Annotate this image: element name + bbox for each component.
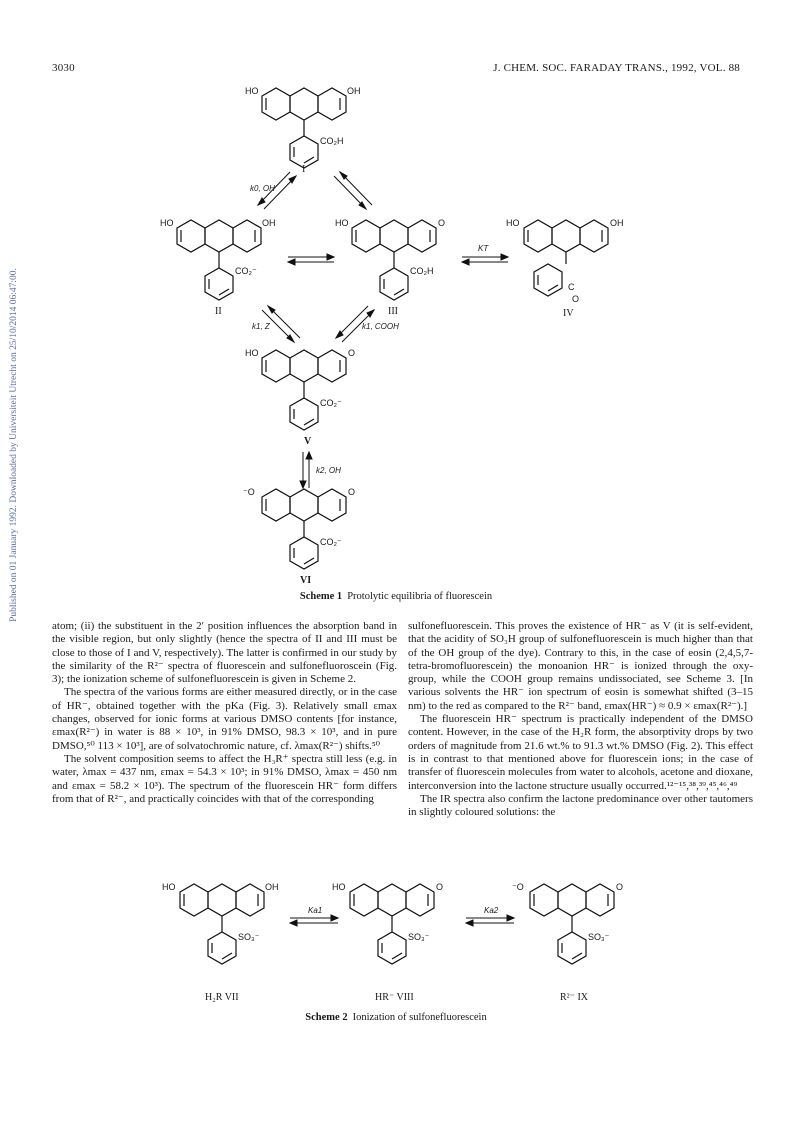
scheme2-diagram: [0, 880, 792, 1030]
compound-label-VII: H₂R VII: [205, 992, 239, 1003]
compound-label-III: III: [388, 306, 398, 317]
co2-label: CO₂⁻: [320, 537, 342, 547]
left-column: [52, 620, 397, 806]
oh-label: OH: [262, 218, 276, 228]
o-label: O: [438, 218, 446, 228]
paragraph: The solvent composition seems to affect the H₃R⁺ spectra still less (e.g. in water, λmax = 437 nm, εmax = 54.3 × 10³; in 91% DMSO, λmax = 450 nm and εmax = 58.2 × 10³). The spectrum of the fluorescein HR⁻ form differs from that of R²⁻, and practically coincides with that of the corresponding: [52, 752, 397, 805]
rate-label-ka1: Ka1: [308, 906, 323, 915]
paragraph: sulfonefluorescein. This proves the existence of HR⁻ as V (it is self-evident, that the acidity of SO₃H group of sulfonefluorescein is much higher than that of the OH group of the dye). Contrary to this, in the case of eosin (2,4,5,7-tetra-bromofluorescein) the monoanion HR⁻ is ionized through the oxy-group, while the COOH group remains undissociated, see Scheme 3. [In various solvents the HR⁻ ion spectrum of eosin is somewhat shifted (3–15 nm) to the red as compared to the R²⁻ band, εmax(HR⁻) ≈ 0.9 × εmax(R²⁻).]: [408, 620, 753, 712]
paragraph: The IR spectra also confirm the lactone predominance over other tautomers in slightly coloured solutions: the: [408, 792, 753, 819]
compound-label-I: I: [302, 164, 306, 175]
rate-label-k1z: k1, Z: [252, 322, 270, 331]
o-label: O: [572, 294, 580, 304]
so3-label: SO₃⁻: [238, 932, 260, 942]
oh-label: HO: [245, 348, 259, 358]
oh-label: HO: [332, 882, 346, 892]
rate-label-k1cooh: k1, COOH: [362, 322, 399, 331]
compound-label-VIII: HR⁻ VIII: [375, 992, 414, 1003]
page-number: 3030: [52, 62, 75, 74]
oh-label: HO: [245, 86, 259, 96]
oh-label: HO: [335, 218, 349, 228]
journal-header: J. CHEM. SOC. FARADAY TRANS., 1992, VOL. 88: [493, 62, 740, 74]
oh-label: HO: [162, 882, 176, 892]
rate-label-ka2: Ka2: [484, 906, 499, 915]
paragraph: The spectra of the various forms are either measured directly, or in the case of HR⁻, obtained together with the pKa (Fig. 3). Relatively small εmax changes, observed for ionic forms at various DMSO contents [for instance, εmax(R²⁻) in water is 88 × 10³, in 91% DMSO, 98.3 × 10³, and in pure DMSO,⁵⁰ 113 × 10³], are of solvatochromic nature, cf. λmax(R²⁻) shifts.⁵⁰: [52, 686, 397, 752]
o-label: O: [436, 882, 444, 892]
paragraph: atom; (ii) the substituent in the 2′ position influences the absorption band in the visible region, but only slightly (hence the spectra of II and III must be close to those of I and V, respectively). The latter is confirmed in our study by the similarity of the R²⁻ spectra of fluorescein and sulfonefluoroscein (Fig. 3); the ionization scheme of sulfonefluorescein is given in Scheme 2.: [52, 620, 397, 686]
scheme1-caption-text: Protolytic equilibria of fluorescein: [347, 591, 493, 602]
compound-label-V: V: [304, 436, 312, 447]
o-label: O: [348, 487, 356, 497]
co2h-label: CO₂H: [320, 136, 344, 146]
paragraph: The fluorescein HR⁻ spectrum is practically independent of the DMSO content. However, in the case of the H₂R form, the absorptivity drops by two orders of magnitude from 21.6 wt.% to 91.3 wt.% DMSO (Fig. 2). This effect is in contrast to that mentioned above for fluorescein ions; in the case of transfer of fluorescein molecules from water to alcohols, acetone and dioxane, interconversion into the lactone structure usually occurred.¹²⁻¹⁵,³⁸,³⁹,⁴⁵,⁴⁶,⁴⁹: [408, 713, 753, 792]
oh-label: HO: [160, 218, 174, 228]
scheme1-caption: [0, 591, 792, 602]
co2h-label: CO₂H: [410, 266, 434, 276]
scheme2-caption: [0, 1012, 792, 1023]
download-watermark: Published on 01 January 1992. Downloaded by Universiteit Utrecht on 25/10/2014 06:47:00.: [9, 268, 19, 622]
right-column: [408, 620, 753, 819]
oh-label: HO: [506, 218, 520, 228]
scheme2-caption-label: Scheme 2: [305, 1012, 348, 1023]
co2-label: CO₂⁻: [235, 266, 257, 276]
oh-label: OH: [610, 218, 624, 228]
oh-label: OH: [265, 882, 279, 892]
rate-label-k0: k0, OH: [250, 184, 275, 193]
o-label: ⁻O: [512, 882, 524, 892]
compound-label-II: II: [215, 306, 222, 317]
rate-label-kT: KT: [478, 244, 489, 253]
c-label: C: [568, 282, 575, 292]
oh-label: OH: [347, 86, 361, 96]
compound-label-VI: VI: [300, 575, 312, 586]
scheme1-caption-label: Scheme 1: [299, 591, 343, 602]
so3-label: SO₃⁻: [408, 932, 430, 942]
o-label: O: [616, 882, 624, 892]
scheme2-caption-text: Ionization of sulfonefluorescein: [352, 1012, 487, 1023]
compound-label-IV: IV: [563, 308, 574, 319]
co2-label: CO₂⁻: [320, 398, 342, 408]
o-label: ⁻O: [243, 487, 255, 497]
compound-label-IX: R²⁻ IX: [560, 992, 588, 1003]
o-label: O: [348, 348, 356, 358]
rate-label-k2: k2, OH: [316, 466, 341, 475]
so3-label: SO₃⁻: [588, 932, 610, 942]
